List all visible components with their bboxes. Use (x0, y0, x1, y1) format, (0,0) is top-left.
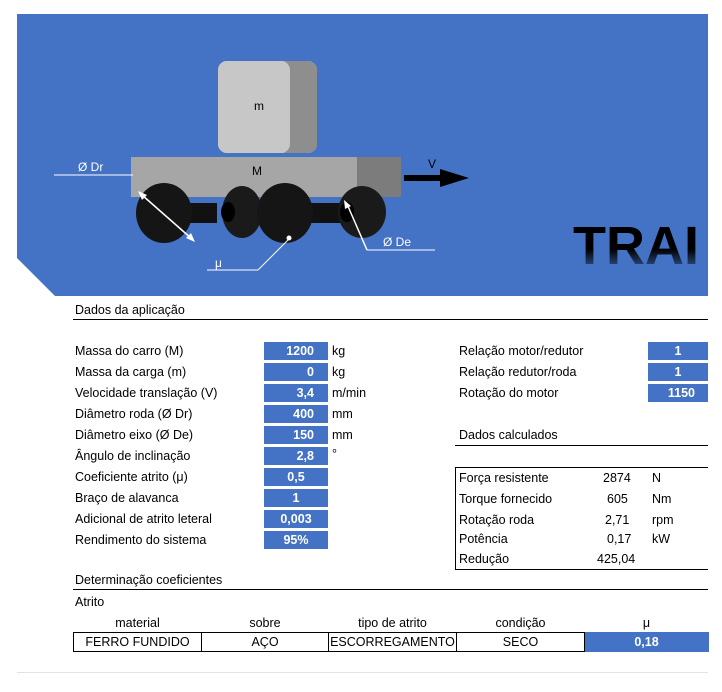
result-value: 2,71 (605, 513, 630, 527)
result-label: Potência (459, 532, 508, 546)
result-value: 605 (607, 492, 628, 506)
wheel-diameter-label: Ø Dr (78, 160, 104, 174)
banner-title: TRAI (573, 216, 699, 276)
friction-coefficient-field[interactable]: 0,5 (264, 468, 328, 486)
section-divider (73, 319, 708, 320)
result-value: 2874 (603, 471, 631, 485)
section-divider (73, 589, 708, 590)
input-label: Coeficiente atrito (μ) (75, 470, 188, 484)
velocity-label: V (428, 157, 437, 171)
motor-speed-field[interactable]: 1150 (648, 384, 708, 402)
cart-diagram (17, 14, 708, 296)
material-cell[interactable]: FERRO FUNDIDO (74, 632, 202, 651)
result-label: Rotação roda (459, 513, 535, 527)
diagram-banner (17, 14, 708, 296)
input-label: Massa do carro (M) (75, 344, 184, 358)
column-header: condição (495, 615, 546, 630)
velocity-field[interactable]: 3,4 (264, 384, 328, 402)
input-label: Rotação do motor (459, 386, 559, 400)
unit-label: kg (332, 344, 346, 358)
axle-diameter-field[interactable]: 150 (264, 426, 328, 444)
unit-label: ° (332, 447, 337, 461)
result-value: 425,04 (597, 552, 636, 566)
application-section-title: Dados da aplicação (75, 303, 185, 317)
table-row (74, 632, 709, 651)
friction-coefficient-result: 0,18 (585, 632, 709, 651)
motor-reducer-ratio-field[interactable]: 1 (648, 342, 708, 360)
input-label: Adicional de atrito leteral (75, 512, 212, 526)
incline-angle-field[interactable]: 2,8 (264, 447, 328, 465)
result-unit: Nm (652, 492, 672, 506)
result-unit: N (652, 471, 662, 485)
input-label: Velocidade translação (V) (75, 386, 218, 400)
surface-cell[interactable]: AÇO (202, 632, 329, 651)
column-header: sobre (249, 615, 281, 630)
condition-cell[interactable]: SECO (457, 632, 585, 651)
section-divider (455, 445, 708, 446)
result-unit: rpm (652, 513, 674, 527)
load-block (218, 61, 317, 153)
result-label: Redução (459, 552, 510, 566)
input-label: Massa da carga (m) (75, 365, 187, 379)
block-small-label: m (254, 99, 264, 113)
result-row (456, 492, 709, 512)
result-row (456, 532, 709, 552)
unit-label: m/min (332, 386, 367, 400)
load-mass-field[interactable]: 0 (264, 363, 328, 381)
result-row (456, 471, 709, 491)
friction-header-row (74, 614, 709, 632)
result-row (456, 513, 709, 533)
lateral-friction-field[interactable]: 0,003 (264, 510, 328, 528)
result-value: 0,17 (607, 532, 632, 546)
bottom-divider (17, 672, 708, 673)
column-header: material (115, 615, 160, 630)
unit-label: kg (332, 365, 346, 379)
block-large-label: M (252, 164, 262, 178)
column-header: tipo de atrito (358, 615, 427, 630)
lever-arm-field[interactable]: 1 (264, 489, 328, 507)
input-label: Relação motor/redutor (459, 344, 584, 358)
axle-diameter-label: Ø De (383, 235, 412, 249)
input-label: Diâmetro eixo (Ø De) (75, 428, 194, 442)
friction-type-cell[interactable]: ESCORREGAMENTO (329, 632, 457, 651)
coefficients-section-title: Determinação coeficientes (75, 573, 223, 587)
column-header: μ (642, 615, 651, 630)
input-label: Ângulo de inclinação (75, 449, 191, 463)
unit-label: mm (332, 428, 353, 442)
result-unit: kW (652, 532, 671, 546)
result-row (456, 552, 709, 572)
efficiency-field[interactable]: 95% (264, 531, 328, 549)
wheel-diameter-field[interactable]: 400 (264, 405, 328, 423)
input-label: Braço de alavanca (75, 491, 179, 505)
car-mass-field[interactable]: 1200 (264, 342, 328, 360)
input-label: Rendimento do sistema (75, 533, 207, 547)
calculated-section-title: Dados calculados (459, 428, 558, 442)
friction-subtitle: Atrito (75, 595, 105, 609)
friction-table (73, 614, 709, 652)
friction-label: μ (215, 256, 222, 270)
input-label: Diâmetro roda (Ø Dr) (75, 407, 193, 421)
unit-label: mm (332, 407, 353, 421)
result-label: Torque fornecido (459, 492, 553, 506)
input-label: Relação redutor/roda (459, 365, 577, 379)
calculated-results (455, 467, 708, 570)
reducer-wheel-ratio-field[interactable]: 1 (648, 363, 708, 381)
result-label: Força resistente (459, 471, 549, 485)
